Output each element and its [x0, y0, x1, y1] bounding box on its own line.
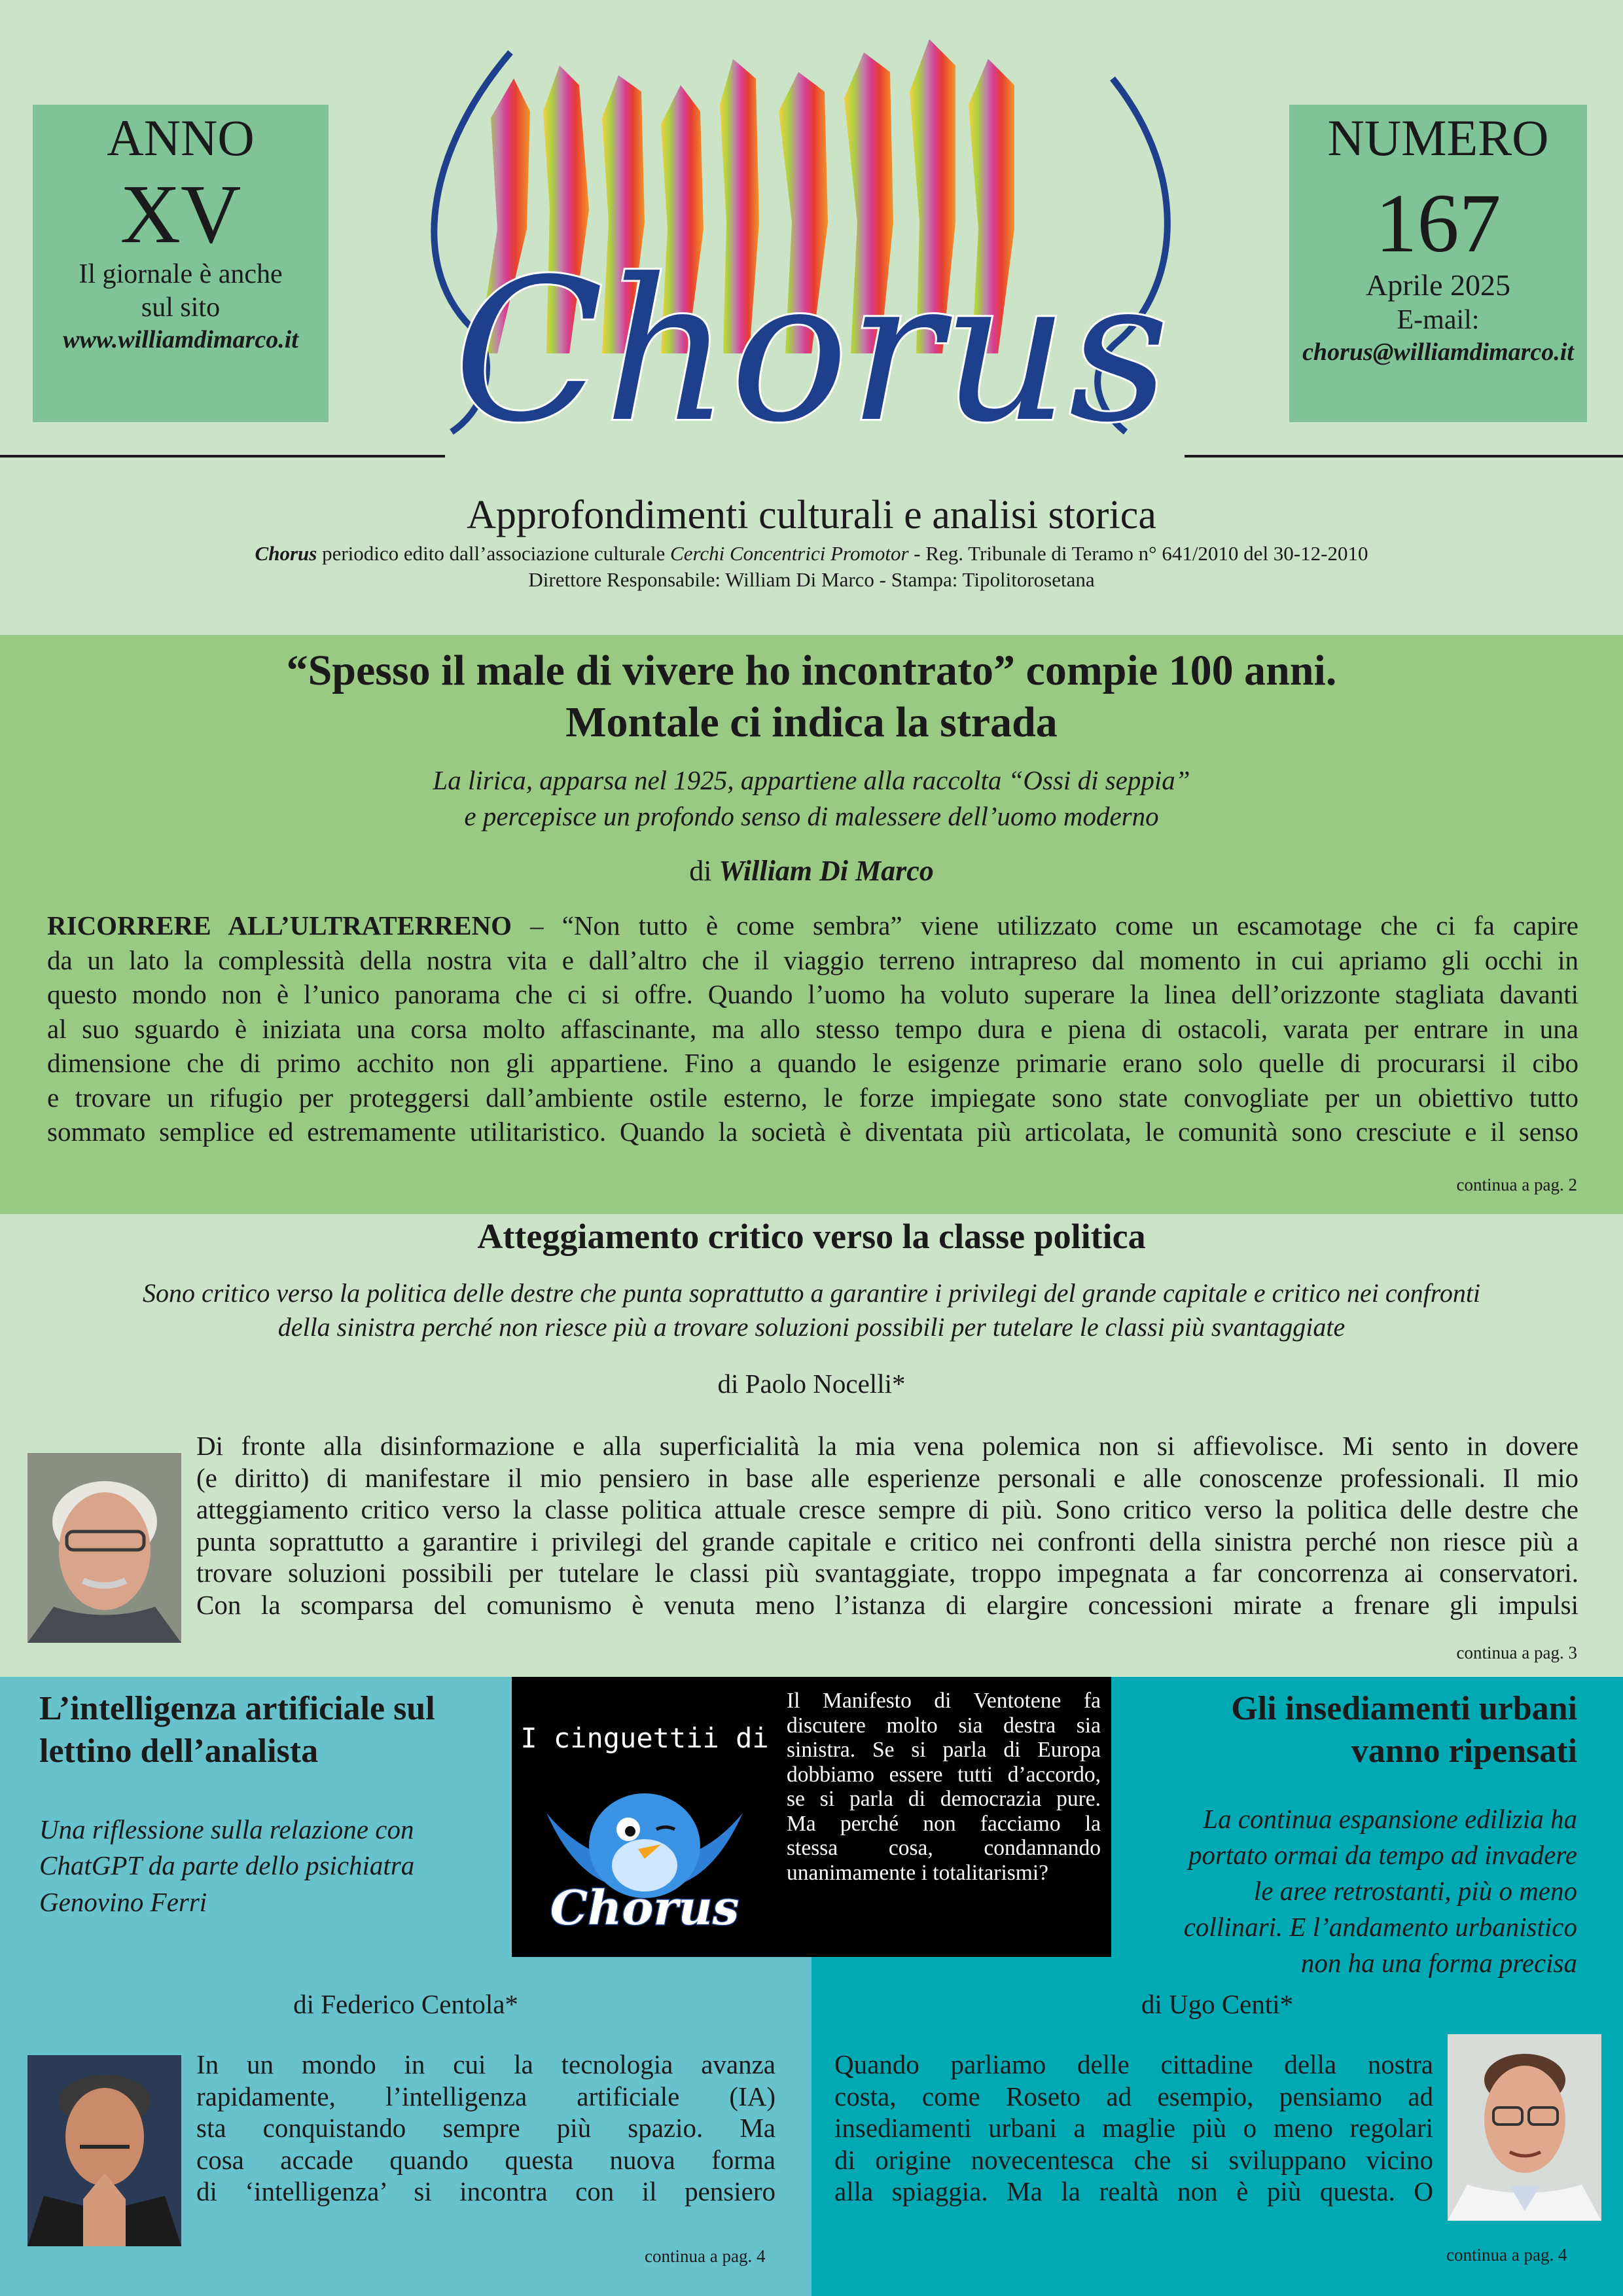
body-line: alla spiaggia. Ma la realtà non è più questa. O [834, 2176, 1433, 2206]
continue-link[interactable]: continua a pag. 3 [1456, 1643, 1577, 1662]
logo-wordmark: Chorus [454, 237, 1169, 465]
author-photo-centi [1448, 2034, 1601, 2221]
chorus-logo [393, 13, 1224, 484]
body-line: Con la scomparsa del comunismo è venuta meno l’istanza di elargire concessioni mirate a frenare gli impulsi [196, 1589, 1578, 1620]
anno-box [33, 105, 329, 422]
article3-title[interactable] [39, 1687, 497, 1772]
numero-box [1289, 105, 1587, 422]
subtitle-line: collinari. E l’andamento urbanistico [1183, 1911, 1577, 1942]
body-line: costa, come Roseto ad esempio, pensiamo ad [834, 2081, 1433, 2111]
subtitle-line: La lirica, apparsa nel 1925, appartiene alla raccolta “Ossi di seppia” [433, 765, 1190, 795]
author-photo-nocelli [27, 1453, 181, 1643]
subtitle-line: Una riflessione sulla relazione con [39, 1814, 414, 1844]
site-line-1: Il giornale è anche [79, 259, 283, 290]
anno-value: XV [120, 168, 241, 260]
body-line: sommato semplice ed estremamente utilitaristico. Quando la società è diventata più articolata, le comunità sono cresciute e il senso [47, 1117, 1578, 1147]
subtitle-line: Sono critico verso la politica delle destre che punta soprattutto a garantire i privilegi del grande capitale e critico nei confronti [142, 1278, 1481, 1308]
site-url[interactable]: www.williamdimarco.it [63, 326, 298, 354]
subtitle-line: della sinistra perché non riesce più a trovare soluzioni possibili per tutelare le classi più svantaggiate [277, 1312, 1346, 1342]
tweet-line: sinistra. Se si parla di Europa [787, 1738, 1101, 1762]
lead-article-body [47, 908, 1578, 1149]
numero-label: NUMERO [1327, 109, 1549, 166]
subtitle-line: non ha una forma precisa [1300, 1947, 1577, 1978]
title-line: lettino dell’analista [39, 1732, 319, 1770]
continue-link[interactable]: continua a pag. 4 [645, 2246, 766, 2266]
masthead-rule-left [0, 455, 445, 457]
continue-link[interactable]: continua a pag. 2 [1456, 1175, 1577, 1194]
site-line-2: sul sito [141, 292, 221, 323]
author-photo-centola [27, 2055, 181, 2246]
body-line-text: – “Non tutto è come sembra” viene utilizzato come un escamotage che ci fa capire [512, 910, 1578, 941]
body-line: Quando parliamo delle cittadine della nostra [834, 2049, 1433, 2079]
subtitle-line: le aree retrostanti, più o meno [1253, 1875, 1577, 1906]
title-line: vanno ripensati [1351, 1732, 1577, 1770]
article4-subtitle [1129, 1801, 1577, 1981]
body-line: sta conquistando sempre più spazio. Ma [196, 2113, 776, 2143]
body-line: trovare soluzioni possibili per tutelare le classi più svantaggiate, troppo impegnata a far concorrenza ai conservatori. [196, 1558, 1578, 1588]
article2-title[interactable]: Atteggiamento critico verso la classe politica [477, 1217, 1146, 1256]
body-line: rapidamente, l’intelligenza artificiale (IA) [196, 2081, 776, 2111]
article3-byline: di Federico Centola* [293, 1989, 518, 2019]
byline-prefix: di [689, 855, 719, 887]
pub-text-a: periodico edito dall’associazione culturale [317, 542, 671, 565]
body-line: punta soprattutto a garantire i privilegi del grande capitale e critico nei confronti della sinistra perché non riesce più a [196, 1526, 1578, 1556]
title-line: Montale ci indica la strada [565, 698, 1058, 747]
bird-mascot-icon [520, 1702, 769, 1944]
title-line: L’intelligenza artificiale sul [39, 1690, 435, 1727]
tweet-line: stessa cosa, condannando [787, 1836, 1101, 1860]
subtitle-line: Genovino Ferri [39, 1886, 207, 1917]
tweet-line: Ma perché non facciamo la [787, 1811, 1101, 1836]
body-line: di ‘intelligenza’ si incontra con il pensiero [196, 2176, 776, 2206]
byline-author: William Di Marco [719, 855, 934, 887]
subtitle-line: portato ormai da tempo ad invadere [1188, 1839, 1577, 1870]
tweet-text [787, 1689, 1101, 1885]
publication-line [0, 542, 1623, 565]
subtitle-line: e percepisce un profondo senso di malessere dell’uomo moderno [464, 800, 1159, 831]
body-line: insediamenti urbani a maglie più o meno regolari [834, 2113, 1433, 2143]
body-line: e trovare un rifugio per proteggersi dall’ambiente ostile esterno, le forze impiegate sono state convogliate per un obiettivo tutto [47, 1082, 1578, 1113]
body-line: al suo sguardo è iniziata una corsa molto affascinante, ma allo stesso tempo dura e piena di ostacoli, varata per entrare in una [47, 1013, 1578, 1044]
article4-title[interactable] [1126, 1687, 1577, 1772]
tweet-line: dobbiamo essere tutti d’accordo, [787, 1762, 1101, 1787]
article4-body [834, 2049, 1433, 2208]
lead-article-title[interactable] [0, 645, 1623, 748]
continue-link[interactable]: continua a pag. 4 [1446, 2245, 1567, 2265]
tweet-line: se si parla di democrazia pure. [787, 1787, 1101, 1811]
pub-brand: Chorus [255, 542, 317, 565]
tweet-art-logo: Chorus [550, 1880, 740, 1935]
body-lead: RICORRERE ALL’ULTRATERRENO [47, 910, 512, 941]
email-address[interactable]: chorus@williamdimarco.it [1302, 338, 1574, 366]
body-line: dimensione che di primo acchito non gli appartiene. Fino a quando le esigenze primarie erano solo quelle di procurarsi il cibo [47, 1048, 1578, 1078]
body-line: da un lato la complessità della nostra vita e dall’altro che il viaggio terreno intrapreso dal momento in cui apriamo gli occhi in [47, 944, 1578, 975]
lead-article-byline [0, 854, 1623, 888]
article4-byline: di Ugo Centi* [1141, 1989, 1294, 2019]
body-line: questo mondo non è l’unico panorama che ci si offre. Quando l’uomo ha voluto superare la linea dell’orizzonte stagliata davanti [47, 979, 1578, 1009]
body-line: Di fronte alla disinformazione e alla superficialità la mia vena polemica non si affievolisce. Mi sento in dovere [196, 1431, 1578, 1461]
subtitle-line: ChatGPT da parte dello psichiatra [39, 1850, 415, 1881]
issue-date: Aprile 2025 [1365, 268, 1510, 302]
body-line: (e diritto) di manifestare il mio pensiero in base alle esperienze personali e alle conoscenze professionali. Il mio [196, 1462, 1578, 1493]
tweet-line: Il Manifesto di Ventotene fa [787, 1689, 1101, 1713]
body-line: di origine novecentesca che si sviluppano vicino [834, 2144, 1433, 2175]
article3-subtitle [39, 1812, 497, 1920]
tweet-line: unanimamente i totalitarismi? [787, 1860, 1049, 1885]
article3-body [196, 2049, 776, 2208]
masthead-subtitle: Approfondimenti culturali e analisi storica [467, 493, 1156, 537]
numero-value: 167 [1375, 177, 1501, 270]
director-line: Direttore Responsabile: William Di Marco - Stampa: Tipolitorosetana [528, 568, 1095, 591]
article2-subtitle [0, 1276, 1623, 1344]
body-line: cosa accade quando questa nuova forma [196, 2144, 776, 2175]
title-line: Gli insediamenti urbani [1231, 1690, 1577, 1727]
article2-byline: di Paolo Nocelli* [717, 1369, 906, 1399]
pub-association: Cerchi Concentrici Promotor [670, 542, 909, 565]
masthead-rule-right [1185, 455, 1623, 457]
body-line: atteggiamento critico verso la classe politica attuale cresce sempre di più. Sono critico verso la politica delle destre che [196, 1494, 1578, 1524]
pub-text-b: - Reg. Tribunale di Teramo n° 641/2010 del 30-12-2010 [908, 542, 1368, 565]
title-line: “Spesso il male di vivere ho incontrato” compie 100 anni. [286, 647, 1337, 694]
tweet-art-caption: I cinguettii di [520, 1722, 769, 1754]
body-line: In un mondo in cui la tecnologia avanza [196, 2049, 776, 2079]
anno-label: ANNO [107, 109, 255, 166]
lead-article-subtitle [0, 762, 1623, 834]
email-label: E-mail: [1397, 304, 1480, 335]
body-line [47, 908, 1578, 943]
article2-body [196, 1430, 1578, 1621]
tweet-line: discutere molto sia destra sia [787, 1713, 1101, 1738]
subtitle-line: La continua espansione edilizia ha [1203, 1804, 1577, 1834]
